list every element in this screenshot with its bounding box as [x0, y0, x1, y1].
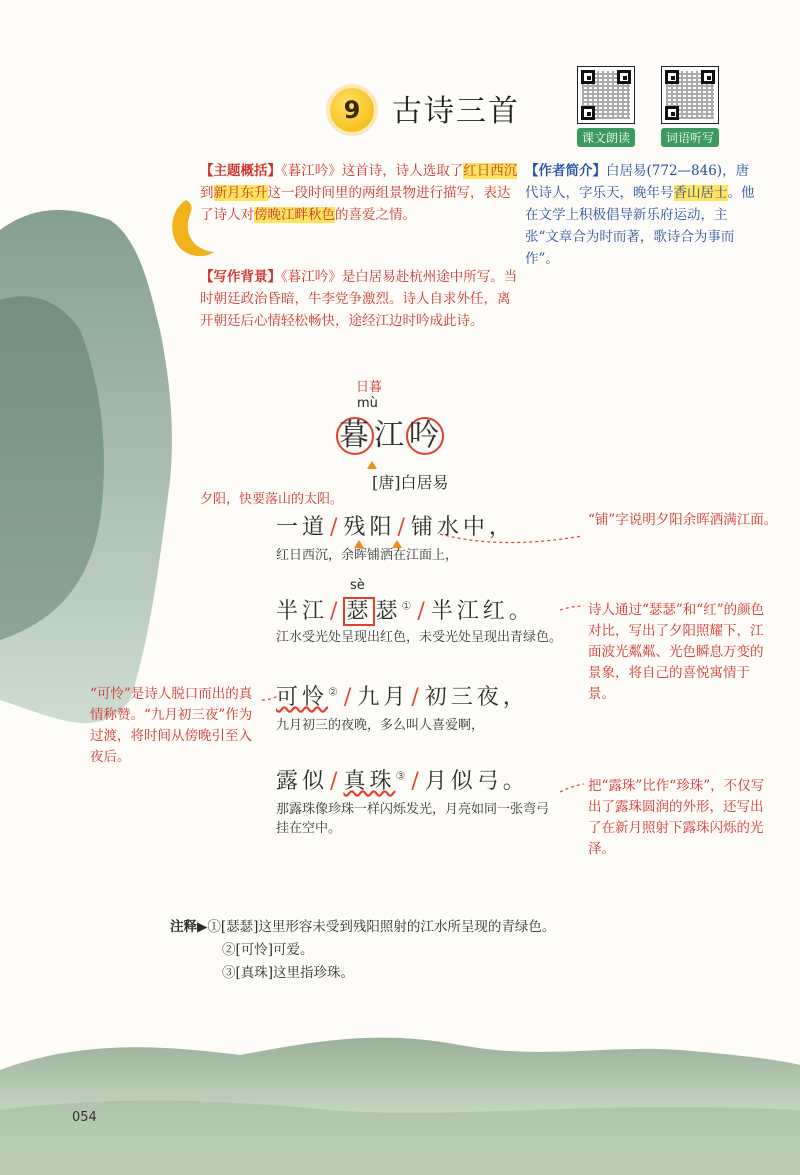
highlight: 新月东升 [213, 185, 268, 201]
title-char: 江 [374, 418, 406, 453]
lesson-number-badge: 9 [330, 88, 374, 132]
notes-label: 注释▶ [170, 919, 208, 935]
theme-text: 到 [200, 185, 214, 201]
theme-summary [200, 160, 520, 226]
poem-phrase: 露似 [276, 769, 329, 794]
poem-phrase: 月似弓。 [424, 769, 529, 794]
poem-title [336, 410, 444, 455]
footnote-item: ③[真珠]这里指珍珠。 [222, 965, 355, 981]
poem-phrase: 铺水中， [410, 515, 515, 540]
poem-phrase: 九月 [357, 685, 410, 710]
background-tag: 【写作背景】 [200, 269, 281, 285]
qr-dictation-label: 词语听写 [661, 128, 719, 147]
poem-phrase: 一道 [276, 515, 329, 540]
side-note-pu: “铺”字说明夕阳余晖洒满江面。 [588, 512, 778, 528]
translation-2: 江水受光处呈现出红色，未受光处呈现出青绿色。 [276, 630, 563, 645]
theme-text: 的喜爱之情。 [335, 207, 416, 223]
footnotes [170, 916, 555, 985]
note-marker: ② [328, 685, 342, 699]
title-char-circled: 吟 [406, 417, 444, 455]
note-marker: ① [401, 599, 416, 613]
lesson-title: 古诗三首 [392, 94, 520, 129]
poem-line-1: 一道/残阳/铺水中， [276, 515, 515, 540]
highlight: 傍晚江畔秋色 [254, 207, 335, 223]
poem-phrase: 瑟 [375, 599, 402, 624]
side-note-color: 诗人通过“瑟瑟”和“红”的颜色对比，写出了夕阳照耀下，江面波光粼粼、光色瞬息万变的景象，将自己的喜悦寓情于景。 [588, 602, 765, 702]
theme-text: 《暮江吟》这首诗，诗人选取了 [281, 163, 464, 179]
translation-1: 红日西沉，余晖铺洒在江面上， [276, 548, 459, 563]
poem-phrase: 初三夜， [424, 685, 529, 710]
qr-dictation-button[interactable] [654, 66, 726, 147]
note-marker: ③ [395, 769, 410, 783]
poem-line-2: 半江/ 瑟 瑟①/半江红。 [276, 599, 535, 624]
author-tag: 【作者简介】 [525, 163, 606, 179]
qr-code-icon [661, 66, 719, 124]
translation-4: 那露珠像珍珠一样闪烁发光，月亮如同一张弯弓挂在空中。 [276, 802, 550, 836]
highlight: 香山居士 [673, 185, 728, 201]
theme-tag: 【主题概括】 [200, 163, 281, 179]
title-gloss: 日暮 [356, 380, 383, 395]
side-note-pearl: 把“露珠”比作“珍珠”，不仅写出了露珠圆润的外形，还写出了在新月照射下露珠闪烁的光泽。 [588, 778, 765, 857]
poem-phrase: 可怜 [276, 685, 329, 710]
theme-text: 这一段时间里的两组景物进行描写，表达了诗人对 [200, 185, 511, 223]
poem-line-3: 可怜②/九月/初三夜， [276, 685, 529, 710]
title-char-circled: 暮 [336, 417, 374, 455]
qr-reading-button[interactable] [570, 66, 642, 147]
poem-phrase: 半江红。 [430, 599, 535, 624]
line2-pinyin: sè [350, 578, 365, 593]
poem-line-4: 露似/真珠③/月似弓。 [276, 769, 529, 794]
author-text: 。他在文学上积极倡导新乐府运动，主张“文章合为时而著，歌诗合为事而作”。 [525, 185, 755, 267]
translation-3: 九月初三的夜晚，多么叫人喜爱啊， [276, 718, 485, 733]
qr-code-icon [577, 66, 635, 124]
poem-phrase: 半江 [276, 599, 329, 624]
footnote-item: ①[瑟瑟]这里形容未受到残阳照射的江水所呈现的青绿色。 [207, 919, 556, 935]
background-text: 《暮江吟》是白居易赴杭州途中所写。当时朝廷政治昏暗，牛李党争激烈。诗人自求外任，离开朝廷后心情轻松畅快，途经江边时吟成此诗。 [200, 269, 518, 329]
poem-char-boxed: 瑟 [343, 597, 375, 626]
author-text: 白居易(772—846)，唐代诗人，字乐天，晚年号 [525, 163, 750, 201]
poem-phrase: 残阳 [343, 515, 396, 540]
footnote-item: ②[可怜]可爱。 [222, 942, 314, 958]
highlight: 红日西沉 [463, 163, 518, 179]
side-note-kelian: “可怜”是诗人脱口而出的真情称赞。“九月初三夜”作为过渡，将时间从傍晚引至入夜后。 [90, 686, 253, 765]
sunset-gloss: 夕阳，快要落山的太阳。 [200, 492, 344, 507]
poem-phrase: 真珠 [343, 769, 396, 794]
title-pinyin: mù [357, 396, 378, 411]
author-intro [525, 160, 755, 270]
qr-reading-label: 课文朗读 [577, 128, 635, 147]
poem-author: [唐]白居易 [372, 473, 449, 492]
writing-background [200, 266, 520, 332]
page-number: 054 [72, 1110, 97, 1125]
